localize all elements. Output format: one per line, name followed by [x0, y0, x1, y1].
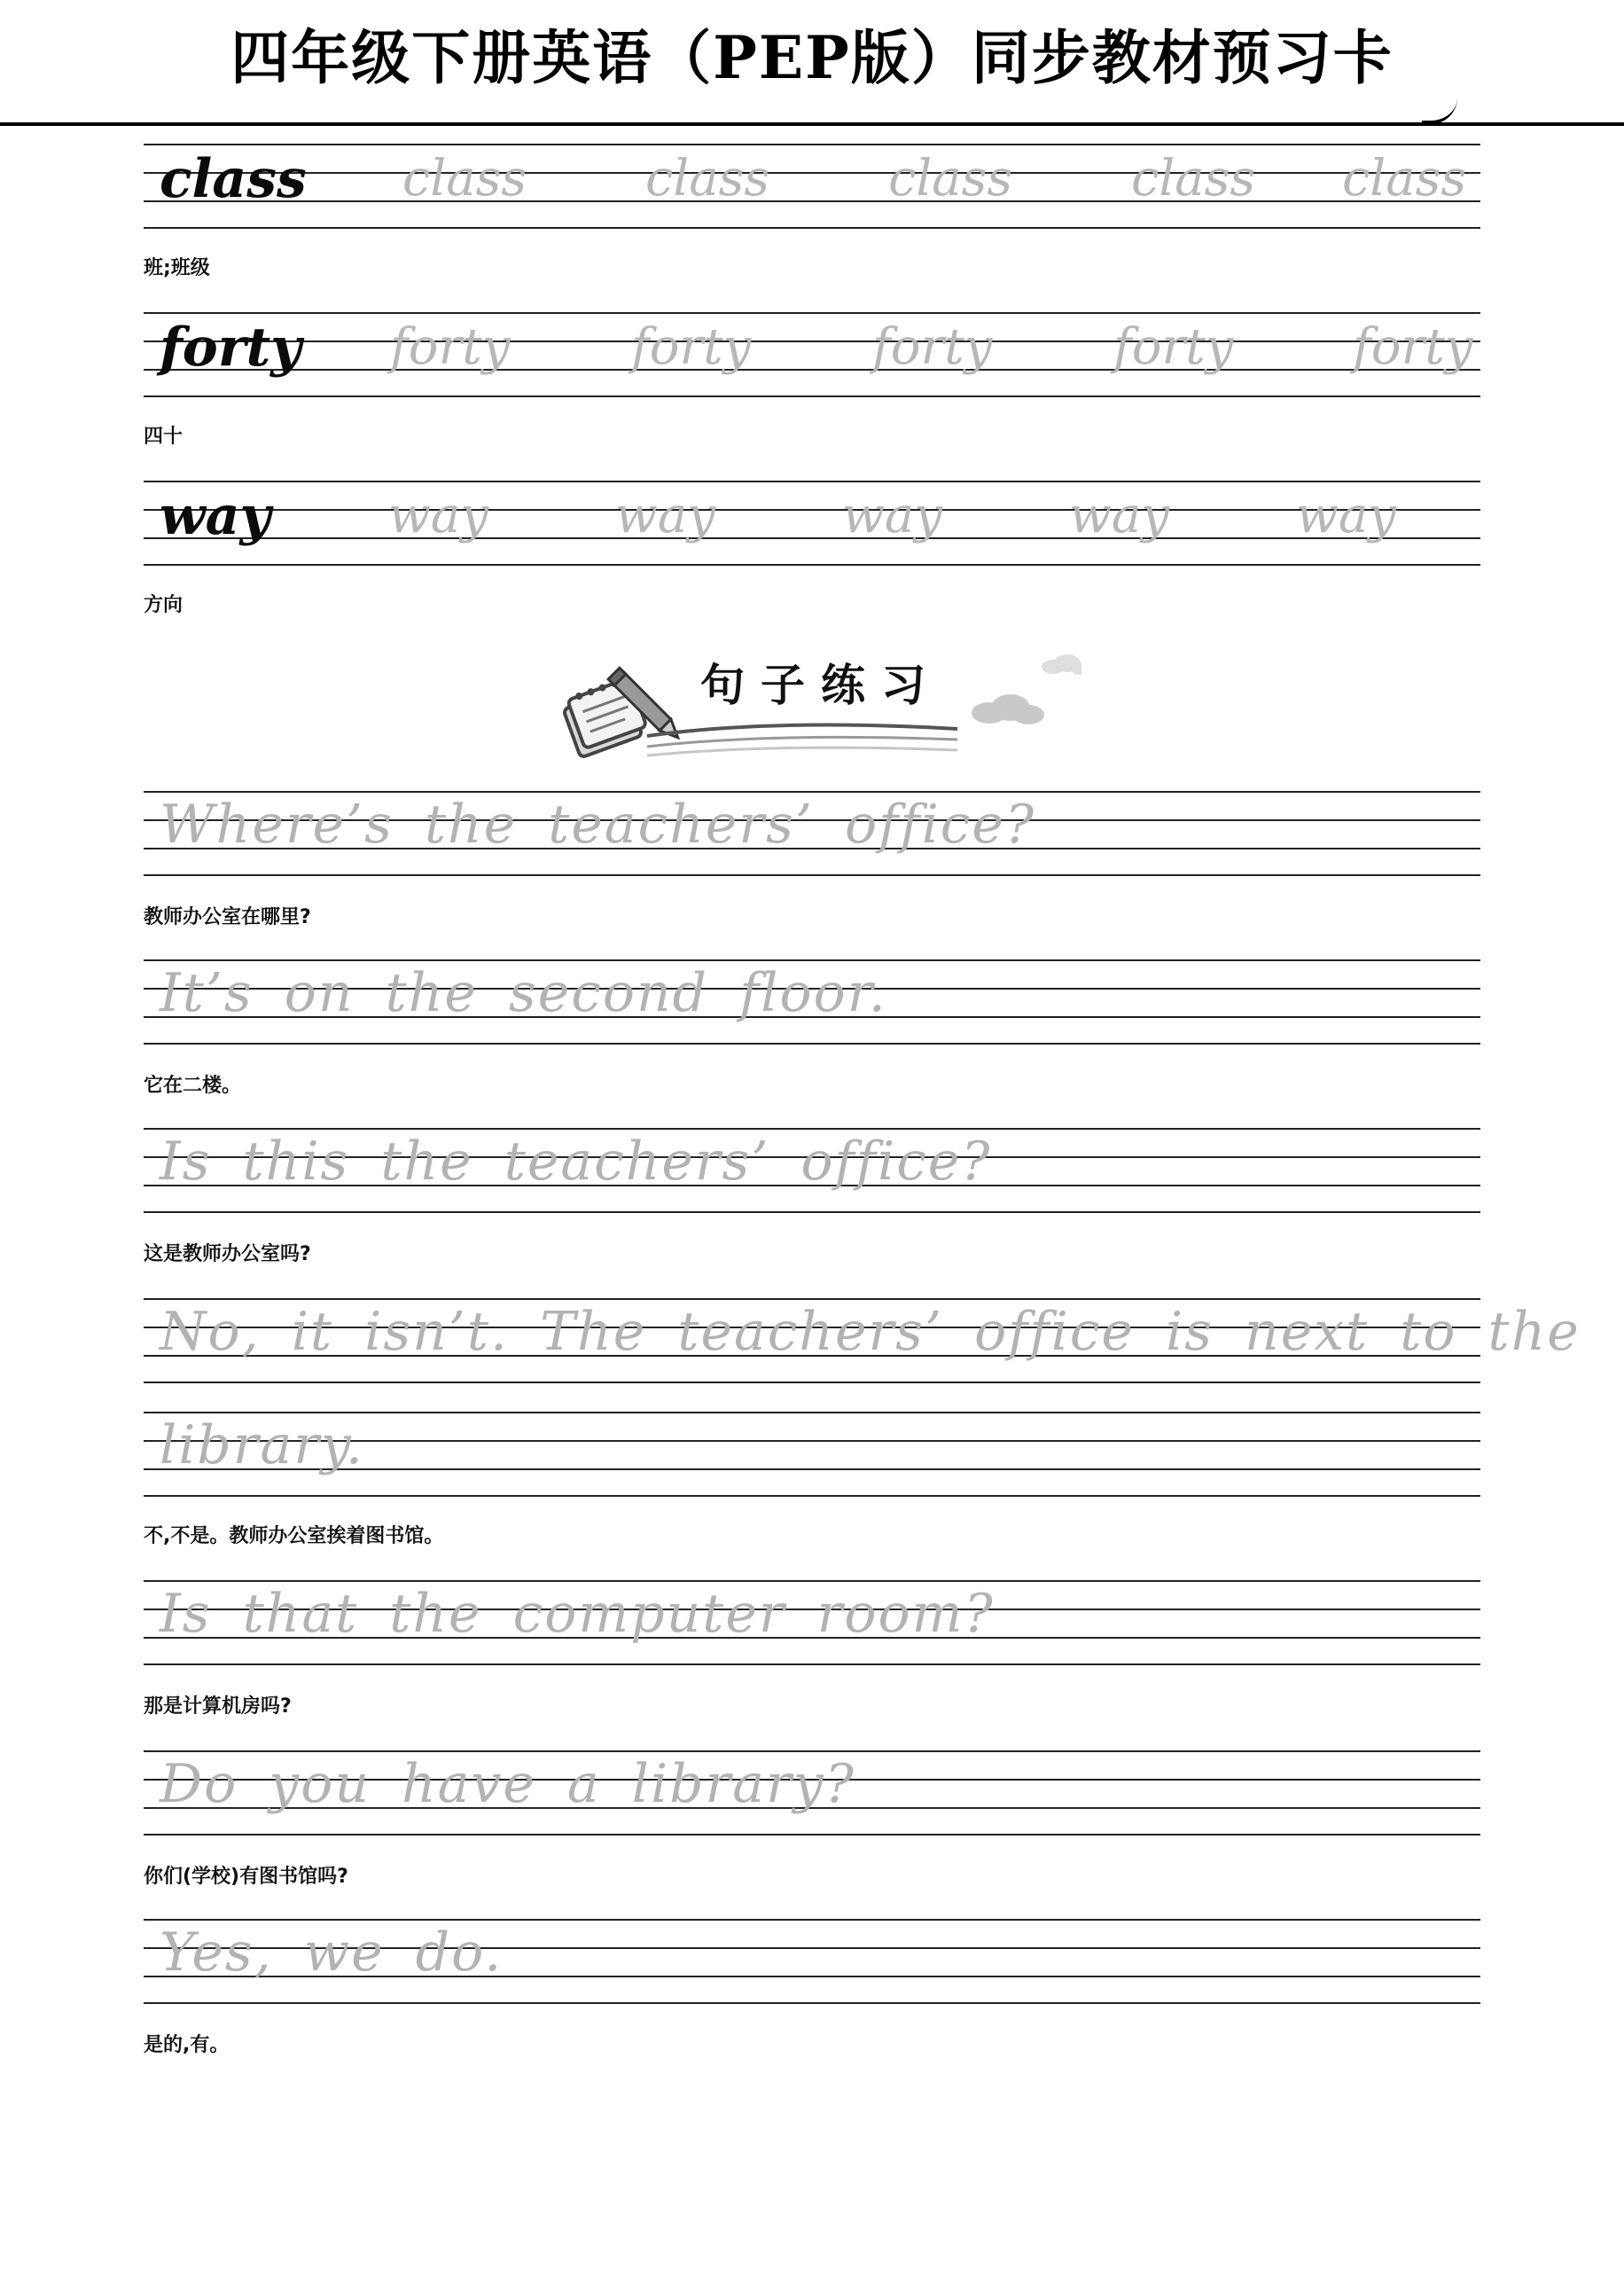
trace-word: forty: [631, 318, 752, 376]
trace-word: class: [402, 150, 527, 207]
trace-sentence: Is this the teachers’ office?: [160, 1131, 992, 1193]
word-meaning: 方向: [144, 594, 183, 616]
vocab-word: class: [160, 148, 307, 210]
sentence-practice-row: [144, 1750, 1480, 1836]
sentence-meaning: 是的,有。: [144, 2034, 230, 2056]
vocab-word: forty: [160, 317, 302, 379]
trace-word: forty: [1353, 318, 1473, 376]
trace-word: forty: [1113, 318, 1234, 376]
trace-sentence: No, it isn’t. The teachers’ office is next to the: [160, 1301, 1581, 1363]
sentence-meaning: 你们(学校)有图书馆吗?: [144, 1866, 348, 1888]
sentence-practice-row: [144, 1298, 1581, 1383]
trace-word: way: [615, 487, 715, 544]
sentence-practice-row: [144, 1128, 1480, 1213]
trace-word: way: [1296, 487, 1396, 544]
trace-word: way: [1069, 487, 1169, 544]
word-practice-row: [144, 312, 1480, 397]
sentence-meaning: 这是教师办公室吗?: [144, 1243, 311, 1265]
word-meaning: 班;班级: [144, 257, 210, 279]
trace-word: way: [388, 487, 488, 544]
trace-word: forty: [872, 318, 993, 376]
trace-word: class: [1342, 150, 1467, 207]
sentence-practice-row: [144, 959, 1480, 1045]
trace-sentence: It’s on the second floor.: [160, 962, 887, 1024]
sentence-practice-row: [144, 791, 1480, 876]
trace-sentence: library.: [160, 1414, 364, 1476]
trace-word: class: [888, 150, 1013, 207]
sentence-practice-row: [144, 1412, 1480, 1497]
sentence-meaning: 它在二楼。: [144, 1075, 242, 1097]
sentence-meaning: 不,不是。教师办公室挨着图书馆。: [144, 1525, 444, 1547]
section-heading: [550, 647, 1081, 771]
vocab-word: way: [160, 485, 271, 547]
section-title: 句子练习: [700, 660, 941, 711]
trace-word: class: [1131, 150, 1256, 207]
word-meaning: 四十: [144, 426, 183, 448]
trace-sentence: Yes, we do.: [160, 1922, 504, 1984]
cloud-icon: [972, 654, 1081, 724]
trace-sentence: Is that the computer room?: [160, 1583, 995, 1645]
trace-sentence: Where’s the teachers’ office?: [160, 794, 1036, 856]
title-divider: [0, 122, 1624, 126]
sentence-practice-row: [144, 1919, 1480, 2004]
trace-word: forty: [390, 318, 511, 376]
word-practice-row: [144, 144, 1480, 229]
sentence-meaning: 那是计算机房吗?: [144, 1695, 292, 1718]
trace-word: way: [842, 487, 942, 544]
trace-word: class: [645, 150, 770, 207]
sentence-practice-row: [144, 1580, 1480, 1665]
page-title: 四年级下册英语（PEP版）同步教材预习卡: [230, 23, 1394, 92]
word-practice-row: [144, 481, 1480, 566]
title-decoration: [1422, 98, 1457, 124]
trace-sentence: Do you have a library?: [160, 1753, 855, 1815]
sentence-meaning: 教师办公室在哪里?: [144, 906, 311, 928]
